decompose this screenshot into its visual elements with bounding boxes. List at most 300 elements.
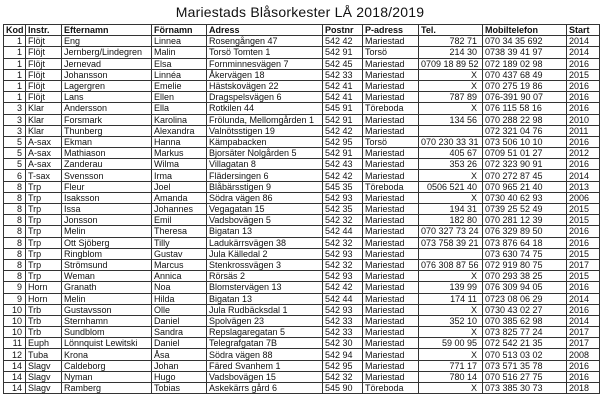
cell-postnr: 542 35: [323, 204, 363, 215]
cell-fornamn: Linnéa: [152, 69, 207, 80]
cell-tel: 352 10: [419, 315, 483, 326]
cell-fornamn: Tobias: [152, 383, 207, 394]
cell-kod: 9: [4, 282, 26, 293]
cell-instrument: Trb: [26, 304, 62, 315]
cell-mobiltelefon: 076-391 90 07: [483, 92, 567, 103]
cell-tel: 780 14: [419, 371, 483, 382]
cell-start: 2014: [567, 170, 600, 181]
cell-postnr: 542 32: [323, 371, 363, 382]
cell-p-adress: Mariestad: [363, 349, 419, 360]
cell-efternamn: Johansson: [62, 69, 152, 80]
cell-instrument: A-sax: [26, 159, 62, 170]
cell-tel: 59 00 95: [419, 338, 483, 349]
cell-mobiltelefon: 076 329 89 50: [483, 226, 567, 237]
cell-mobiltelefon: 070 293 38 25: [483, 271, 567, 282]
cell-kod: 14: [4, 360, 26, 371]
table-row: [4, 136, 600, 147]
cell-kod: 5: [4, 136, 26, 147]
cell-postnr: 542 42: [323, 282, 363, 293]
cell-kod: 3: [4, 125, 26, 136]
cell-start: 2016: [567, 80, 600, 91]
column-header-tel: Tel.: [419, 25, 483, 36]
cell-mobiltelefon: 072 323 90 91: [483, 159, 567, 170]
table-row: [4, 371, 600, 382]
cell-p-adress: Torsö: [363, 47, 419, 58]
cell-efternamn: Lönnquist Lewitski: [62, 338, 152, 349]
cell-start: 2016: [567, 226, 600, 237]
table-row: [4, 69, 600, 80]
cell-mobiltelefon: 070 513 03 02: [483, 349, 567, 360]
table-row: [4, 304, 600, 315]
column-header-p-adress: P-adress: [363, 25, 419, 36]
cell-start: 2006: [567, 192, 600, 203]
cell-instrument: Flöjt: [26, 92, 62, 103]
table-row: [4, 271, 600, 282]
cell-postnr: 542 32: [323, 259, 363, 270]
cell-mobiltelefon: 073 876 64 18: [483, 237, 567, 248]
cell-tel: 070 230 33 31: [419, 136, 483, 147]
cell-kod: 10: [4, 304, 26, 315]
cell-efternamn: Melin: [62, 226, 152, 237]
cell-fornamn: Theresa: [152, 226, 207, 237]
cell-start: 2016: [567, 103, 600, 114]
cell-fornamn: Emil: [152, 215, 207, 226]
cell-instrument: Trp: [26, 248, 62, 259]
cell-fornamn: Tilly: [152, 237, 207, 248]
cell-fornamn: Johan: [152, 360, 207, 371]
cell-tel: X: [419, 271, 483, 282]
cell-tel: X: [419, 349, 483, 360]
table-row: [4, 259, 600, 270]
cell-postnr: 545 90: [323, 383, 363, 394]
cell-tel: 182 80: [419, 215, 483, 226]
cell-postnr: 542 93: [323, 304, 363, 315]
cell-fornamn: Daniel: [152, 315, 207, 326]
cell-tel: 214 30: [419, 47, 483, 58]
cell-kod: 10: [4, 327, 26, 338]
cell-mobiltelefon: 070 272 87 45: [483, 170, 567, 181]
column-header-efternamn: Efternamn: [62, 25, 152, 36]
cell-tel: 782 71: [419, 36, 483, 47]
cell-fornamn: Ella: [152, 103, 207, 114]
cell-fornamn: Ellen: [152, 92, 207, 103]
cell-kod: 3: [4, 103, 26, 114]
member-table: [3, 24, 600, 394]
cell-instrument: A-sax: [26, 136, 62, 147]
cell-p-adress: Mariestad: [363, 192, 419, 203]
cell-fornamn: Hilda: [152, 293, 207, 304]
cell-instrument: Flöjt: [26, 80, 62, 91]
cell-efternamn: Andersson: [62, 103, 152, 114]
cell-kod: 8: [4, 237, 26, 248]
cell-fornamn: Malin: [152, 47, 207, 58]
cell-p-adress: Töreboda: [363, 383, 419, 394]
cell-start: 2016: [567, 92, 600, 103]
cell-start: 2010: [567, 114, 600, 125]
column-header-mobiltelefon: Mobiltelefon: [483, 25, 567, 36]
cell-fornamn: Emelie: [152, 80, 207, 91]
cell-p-adress: Mariestad: [363, 170, 419, 181]
cell-mobiltelefon: 0709 51 01 27: [483, 148, 567, 159]
cell-kod: 1: [4, 47, 26, 58]
table-row: [4, 170, 600, 181]
cell-p-adress: Mariestad: [363, 215, 419, 226]
cell-adress: Jula Rudbäcksdal 1: [207, 304, 323, 315]
cell-tel: 353 26: [419, 159, 483, 170]
cell-start: 2015: [567, 204, 600, 215]
cell-tel: 0506 521 40: [419, 181, 483, 192]
cell-start: 2015: [567, 215, 600, 226]
cell-postnr: 542 42: [323, 170, 363, 181]
cell-efternamn: Thunberg: [62, 125, 152, 136]
table-row: [4, 293, 600, 304]
cell-tel: [419, 248, 483, 259]
cell-mobiltelefon: 0730 40 62 93: [483, 192, 567, 203]
cell-p-adress: Mariestad: [363, 371, 419, 382]
cell-mobiltelefon: 072 919 80 75: [483, 259, 567, 270]
cell-mobiltelefon: 072 189 02 98: [483, 58, 567, 69]
table-row: [4, 125, 600, 136]
cell-instrument: Tuba: [26, 349, 62, 360]
cell-fornamn: Åsa: [152, 349, 207, 360]
column-header-kod: Kod: [4, 25, 26, 36]
cell-instrument: Trp: [26, 181, 62, 192]
cell-start: 2015: [567, 248, 600, 259]
cell-fornamn: Daniel: [152, 338, 207, 349]
cell-kod: 5: [4, 159, 26, 170]
cell-mobiltelefon: 070 275 19 86: [483, 80, 567, 91]
cell-tel: 405 67: [419, 148, 483, 159]
cell-mobiltelefon: 0739 25 52 49: [483, 204, 567, 215]
cell-instrument: Trp: [26, 259, 62, 270]
cell-mobiltelefon: 070 437 68 49: [483, 69, 567, 80]
cell-efternamn: Ott Sjöberg: [62, 237, 152, 248]
cell-fornamn: Elsa: [152, 58, 207, 69]
cell-start: 2014: [567, 293, 600, 304]
table-row: [4, 103, 600, 114]
cell-adress: Jula Källedal 2: [207, 248, 323, 259]
cell-adress: Valnötsstigen 19: [207, 125, 323, 136]
cell-mobiltelefon: 073 571 35 78: [483, 360, 567, 371]
cell-p-adress: Mariestad: [363, 125, 419, 136]
cell-fornamn: Gustav: [152, 248, 207, 259]
cell-p-adress: Mariestad: [363, 204, 419, 215]
cell-p-adress: Mariestad: [363, 259, 419, 270]
table-row: [4, 383, 600, 394]
cell-kod: 8: [4, 226, 26, 237]
cell-instrument: Trp: [26, 271, 62, 282]
cell-start: 2016: [567, 58, 600, 69]
cell-adress: Torsö Tomten 1: [207, 47, 323, 58]
cell-tel: 194 31: [419, 204, 483, 215]
cell-start: 2016: [567, 304, 600, 315]
cell-p-adress: Mariestad: [363, 92, 419, 103]
table-row: [4, 36, 600, 47]
cell-mobiltelefon: 072 542 21 35: [483, 338, 567, 349]
cell-instrument: Klar: [26, 103, 62, 114]
cell-postnr: 542 30: [323, 338, 363, 349]
cell-postnr: 542 95: [323, 360, 363, 371]
cell-efternamn: Ringblom: [62, 248, 152, 259]
cell-postnr: 542 42: [323, 125, 363, 136]
cell-kod: 8: [4, 192, 26, 203]
cell-adress: Kämpabacken: [207, 136, 323, 147]
cell-start: 2013: [567, 181, 600, 192]
cell-instrument: T-sax: [26, 170, 62, 181]
cell-tel: X: [419, 80, 483, 91]
cell-p-adress: Mariestad: [363, 159, 419, 170]
cell-kod: 6: [4, 170, 26, 181]
table-row: [4, 114, 600, 125]
cell-adress: Vadsbovägen 5: [207, 215, 323, 226]
document-title: Mariestads Blåsorkester LÅ 2018/2019: [175, 4, 425, 20]
cell-tel: X: [419, 69, 483, 80]
cell-adress: Rotkilen 44: [207, 103, 323, 114]
table-row: [4, 204, 600, 215]
cell-adress: Södra vägen 88: [207, 349, 323, 360]
cell-start: 2011: [567, 125, 600, 136]
cell-mobiltelefon: 070 281 12 39: [483, 215, 567, 226]
cell-adress: Stenkrossvägen 3: [207, 259, 323, 270]
cell-start: 2014: [567, 47, 600, 58]
cell-instrument: Trb: [26, 315, 62, 326]
cell-adress: Rosengången 47: [207, 36, 323, 47]
cell-mobiltelefon: 070 385 62 98: [483, 315, 567, 326]
column-header-start: Start: [567, 25, 600, 36]
cell-kod: 8: [4, 181, 26, 192]
cell-p-adress: Mariestad: [363, 114, 419, 125]
cell-adress: Ladukärrsvägen 38: [207, 237, 323, 248]
cell-postnr: 542 33: [323, 327, 363, 338]
cell-kod: 14: [4, 371, 26, 382]
cell-kod: 10: [4, 315, 26, 326]
cell-postnr: 542 91: [323, 47, 363, 58]
column-header-adress: Adress: [207, 25, 323, 36]
cell-postnr: 545 91: [323, 103, 363, 114]
cell-p-adress: Mariestad: [363, 36, 419, 47]
cell-start: 2015: [567, 271, 600, 282]
cell-adress: Hästskovägen 22: [207, 80, 323, 91]
cell-adress: Dragspelsvägen 6: [207, 92, 323, 103]
cell-p-adress: Mariestad: [363, 293, 419, 304]
cell-p-adress: Mariestad: [363, 148, 419, 159]
cell-adress: Bjorsäter Nolgården 5: [207, 148, 323, 159]
cell-fornamn: Sandra: [152, 327, 207, 338]
cell-postnr: 545 35: [323, 181, 363, 192]
cell-mobiltelefon: 073 506 10 10: [483, 136, 567, 147]
cell-adress: Rörsäs 2: [207, 271, 323, 282]
cell-tel: X: [419, 192, 483, 203]
cell-mobiltelefon: 0723 08 06 29: [483, 293, 567, 304]
cell-p-adress: Töreboda: [363, 103, 419, 114]
cell-efternamn: Lans: [62, 92, 152, 103]
cell-postnr: 542 33: [323, 69, 363, 80]
cell-p-adress: Mariestad: [363, 360, 419, 371]
column-header-instrument: Instr.: [26, 25, 62, 36]
cell-efternamn: Gustavsson: [62, 304, 152, 315]
cell-tel: 134 56: [419, 114, 483, 125]
cell-adress: Villagatan 8: [207, 159, 323, 170]
cell-efternamn: Ramberg: [62, 383, 152, 394]
cell-postnr: 542 43: [323, 159, 363, 170]
cell-fornamn: Wilma: [152, 159, 207, 170]
cell-start: 2016: [567, 159, 600, 170]
cell-efternamn: Nyman: [62, 371, 152, 382]
cell-adress: Vegagatan 15: [207, 204, 323, 215]
cell-efternamn: Caldeborg: [62, 360, 152, 371]
cell-fornamn: Hugo: [152, 371, 207, 382]
cell-kod: 3: [4, 114, 26, 125]
cell-instrument: Trp: [26, 226, 62, 237]
cell-instrument: Horn: [26, 282, 62, 293]
cell-adress: Askekärrs gård 6: [207, 383, 323, 394]
cell-kod: 8: [4, 248, 26, 259]
cell-instrument: Flöjt: [26, 69, 62, 80]
cell-start: 2014: [567, 36, 600, 47]
cell-efternamn: Mathiason: [62, 148, 152, 159]
cell-fornamn: Hanna: [152, 136, 207, 147]
cell-fornamn: Linnea: [152, 36, 207, 47]
column-header-fornamn: Förnamn: [152, 25, 207, 36]
cell-adress: Telegrafgatan 7B: [207, 338, 323, 349]
cell-postnr: 542 95: [323, 136, 363, 147]
table-row: [4, 159, 600, 170]
cell-fornamn: Marcus: [152, 259, 207, 270]
cell-start: 2016: [567, 136, 600, 147]
cell-mobiltelefon: 072 321 04 76: [483, 125, 567, 136]
cell-start: 2016: [567, 371, 600, 382]
cell-tel: X: [419, 327, 483, 338]
cell-start: 2015: [567, 69, 600, 80]
cell-start: 2017: [567, 327, 600, 338]
cell-p-adress: Mariestad: [363, 58, 419, 69]
cell-instrument: Flöjt: [26, 47, 62, 58]
cell-kod: 5: [4, 148, 26, 159]
cell-postnr: 542 93: [323, 248, 363, 259]
cell-start: 2016: [567, 360, 600, 371]
cell-start: 2016: [567, 237, 600, 248]
cell-instrument: Flöjt: [26, 36, 62, 47]
cell-mobiltelefon: 070 288 22 98: [483, 114, 567, 125]
cell-efternamn: Krona: [62, 349, 152, 360]
cell-postnr: 542 44: [323, 226, 363, 237]
cell-kod: 8: [4, 204, 26, 215]
cell-postnr: 542 45: [323, 58, 363, 69]
cell-efternamn: Weman: [62, 271, 152, 282]
cell-p-adress: Mariestad: [363, 237, 419, 248]
cell-kod: 9: [4, 293, 26, 304]
cell-adress: Frölunda, Mellomgården 1: [207, 114, 323, 125]
cell-tel: 771 17: [419, 360, 483, 371]
cell-mobiltelefon: 070 34 35 692: [483, 36, 567, 47]
table-header-row: [4, 25, 600, 36]
cell-instrument: Trp: [26, 215, 62, 226]
cell-start: 2016: [567, 282, 600, 293]
cell-fornamn: Joel: [152, 181, 207, 192]
table-row: [4, 80, 600, 91]
cell-p-adress: Torsö: [363, 136, 419, 147]
cell-p-adress: Mariestad: [363, 271, 419, 282]
cell-fornamn: Olle: [152, 304, 207, 315]
cell-adress: Repslagaregatan 5: [207, 327, 323, 338]
table-row: [4, 327, 600, 338]
cell-start: 2008: [567, 349, 600, 360]
cell-mobiltelefon: 0730 43 02 27: [483, 304, 567, 315]
cell-efternamn: Lagergren: [62, 80, 152, 91]
cell-tel: 0709 18 89 52: [419, 58, 483, 69]
table-row: [4, 58, 600, 69]
cell-tel: X: [419, 103, 483, 114]
cell-postnr: 542 91: [323, 114, 363, 125]
table-row: [4, 226, 600, 237]
cell-kod: 1: [4, 58, 26, 69]
cell-tel: X: [419, 383, 483, 394]
cell-adress: Spolvägen 23: [207, 315, 323, 326]
cell-adress: Blåbärsstigen 9: [207, 181, 323, 192]
cell-instrument: Trp: [26, 192, 62, 203]
cell-postnr: 542 42: [323, 36, 363, 47]
cell-kod: 1: [4, 92, 26, 103]
cell-start: 2014: [567, 315, 600, 326]
cell-p-adress: Mariestad: [363, 282, 419, 293]
cell-instrument: Trb: [26, 327, 62, 338]
cell-instrument: Flöjt: [26, 58, 62, 69]
table-row: [4, 148, 600, 159]
column-header-postnr: Postnr: [323, 25, 363, 36]
cell-efternamn: Ekman: [62, 136, 152, 147]
cell-adress: Bigatan 13: [207, 226, 323, 237]
cell-fornamn: Alexandra: [152, 125, 207, 136]
table-row: [4, 181, 600, 192]
cell-start: 2017: [567, 338, 600, 349]
cell-mobiltelefon: 076 115 58 16: [483, 103, 567, 114]
cell-efternamn: Zanderau: [62, 159, 152, 170]
cell-fornamn: Johannes: [152, 204, 207, 215]
cell-instrument: Slagv: [26, 383, 62, 394]
cell-efternamn: Sternhamn: [62, 315, 152, 326]
cell-tel: 139 99: [419, 282, 483, 293]
cell-start: 2017: [567, 259, 600, 270]
cell-kod: 1: [4, 80, 26, 91]
cell-adress: Färed Svanhem 1: [207, 360, 323, 371]
cell-adress: Bigatan 13: [207, 293, 323, 304]
cell-kod: 8: [4, 215, 26, 226]
table-row: [4, 360, 600, 371]
cell-p-adress: Mariestad: [363, 80, 419, 91]
table-row: [4, 92, 600, 103]
cell-adress: Vadsbovägen 15: [207, 371, 323, 382]
cell-tel: 070 327 73 24: [419, 226, 483, 237]
cell-kod: 1: [4, 69, 26, 80]
cell-kod: 14: [4, 383, 26, 394]
cell-efternamn: Granath: [62, 282, 152, 293]
cell-adress: Södra vägen 86: [207, 192, 323, 203]
cell-tel: 073 758 39 21: [419, 237, 483, 248]
cell-efternamn: Forsmark: [62, 114, 152, 125]
cell-mobiltelefon: 070 516 27 75: [483, 371, 567, 382]
cell-p-adress: Mariestad: [363, 304, 419, 315]
cell-efternamn: Sundblom: [62, 327, 152, 338]
table-row: [4, 349, 600, 360]
cell-efternamn: Issa: [62, 204, 152, 215]
cell-kod: 1: [4, 36, 26, 47]
table-row: [4, 237, 600, 248]
table-row: [4, 47, 600, 58]
cell-efternamn: Svensson: [62, 170, 152, 181]
cell-instrument: Trp: [26, 237, 62, 248]
table-row: [4, 338, 600, 349]
cell-fornamn: Noa: [152, 282, 207, 293]
